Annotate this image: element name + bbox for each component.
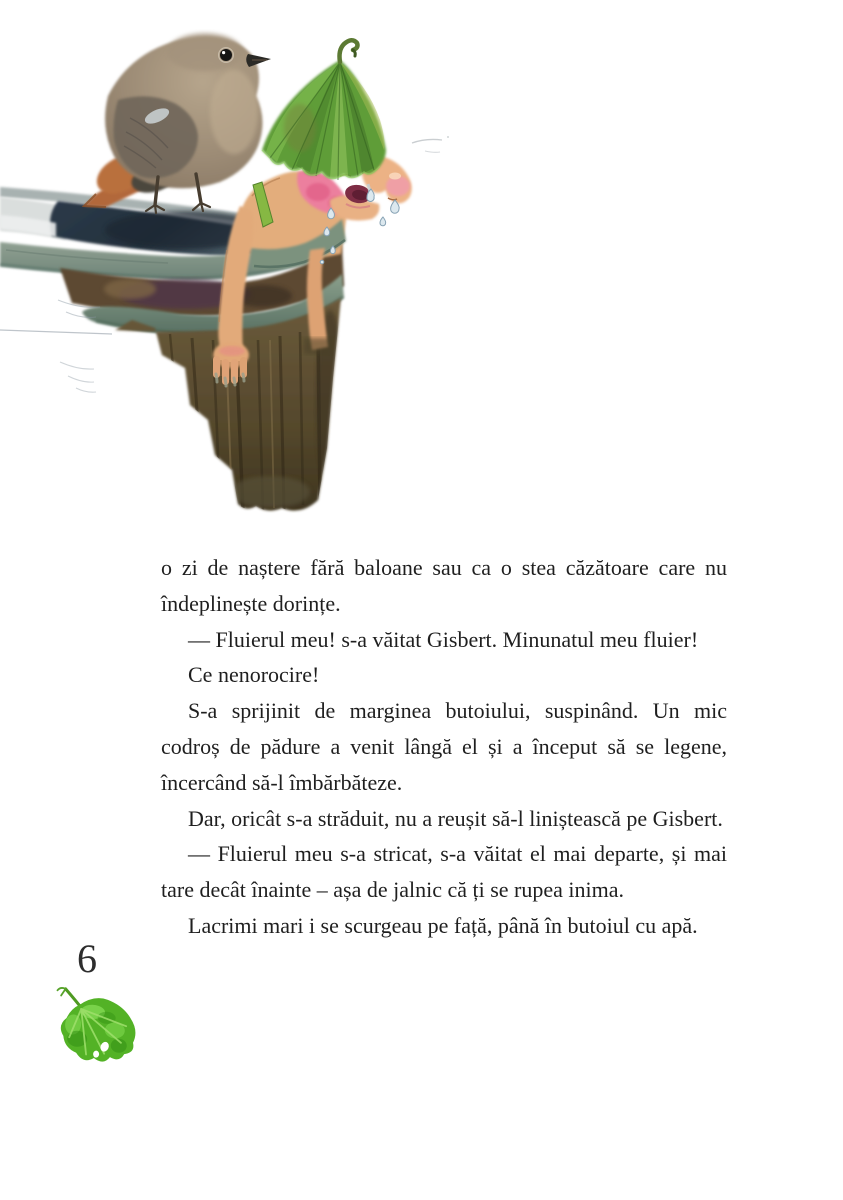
paragraph: o zi de naștere fără baloane sau ca o stea căzătoare care nu îndeplinește dorințe. [161,555,727,616]
illustration-bird-gnome-barrel [0,0,460,520]
paragraph: S-a sprijinit de marginea butoiului, suspinând. Un mic codroș de pădure a venit lângă el și a început să se legene, încercând să-l îmbărbăteze. [161,698,727,795]
paragraph: Ce nenorocire! [188,662,320,688]
paragraph: — Fluierul meu! s-a văitat Gisbert. Minunatul meu fluier! [188,626,699,652]
paragraph: — Fluierul meu s-a stricat, s-a văitat el mai departe, și mai tare decât înainte – așa de jalnic că ți se rupea inima. [161,841,727,903]
story-text [161,550,727,944]
paragraph: Dar, oricât s-a străduit, nu a reușit să-l liniștească pe Gisbert. [188,805,723,831]
leaf-ornament-icon [48,984,142,1070]
page-number: 6 [77,936,97,981]
bird-redstart [84,33,271,213]
bird-beak [246,54,271,67]
bird-breast [210,70,258,154]
pencil-marks-right [412,136,449,152]
paragraph: Lacrimi mari i se scurgeau pe față, până în butoiul cu apă. [188,912,698,938]
bird-eye [220,49,232,61]
gnome-leaf-hat [262,40,386,180]
